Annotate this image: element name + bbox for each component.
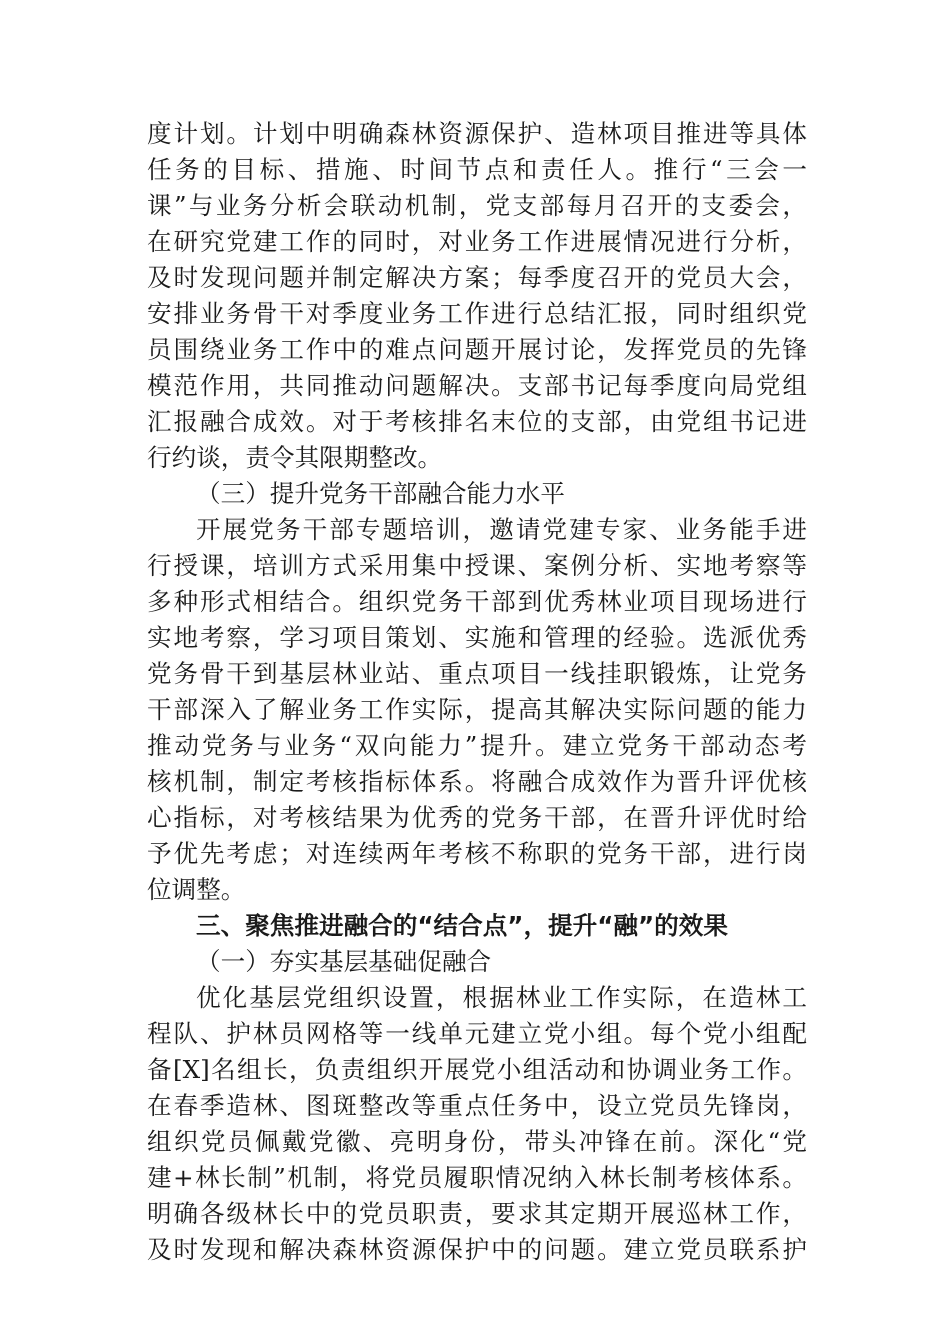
paragraph-line: 明确各级林长中的党员职责，要求其定期开展巡林工作， xyxy=(147,1199,807,1228)
paragraph-line: 备[X]名组长，负责组织开展党小组活动和协调业务工作。 xyxy=(147,1055,807,1084)
paragraph-line: 实地考察，学习项目策划、实施和管理的经验。选派优秀 xyxy=(147,623,807,652)
paragraph-line: 推动党务与业务“双向能力”提升。建立党务干部动态考 xyxy=(147,731,807,760)
subheading-1: （一）夯实基层基础促融合 xyxy=(196,947,492,976)
paragraph-line: 安排业务骨干对季度业务工作进行总结汇报，同时组织党 xyxy=(147,299,807,328)
paragraph-line: 优化基层党组织设置，根据林业工作实际，在造林工 xyxy=(196,983,807,1012)
paragraph-line: 程队、护林员网格等一线单元建立党小组。每个党小组配 xyxy=(147,1019,807,1048)
paragraph-line: 度计划。计划中明确森林资源保护、造林项目推进等具体 xyxy=(147,119,807,148)
paragraph-line: 在研究党建工作的同时，对业务工作进展情况进行分析， xyxy=(147,227,807,256)
paragraph-line: 及时发现问题并制定解决方案；每季度召开的党员大会， xyxy=(147,263,807,292)
paragraph-line: 核机制，制定考核指标体系。将融合成效作为晋升评优核 xyxy=(147,767,807,796)
paragraph-line: 模范作用，共同推动问题解决。支部书记每季度向局党组 xyxy=(147,371,807,400)
paragraph-line: 行授课，培训方式采用集中授课、案例分析、实地考察等 xyxy=(147,551,807,580)
paragraph-line: 多种形式相结合。组织党务干部到优秀林业项目现场进行 xyxy=(147,587,807,616)
paragraph-line: 汇报融合成效。对于考核排名末位的支部，由党组书记进 xyxy=(147,407,807,436)
paragraph-line: 组织党员佩戴党徽、亮明身份，带头冲锋在前。深化“党 xyxy=(147,1127,807,1156)
paragraph-line: 心指标，对考核结果为优秀的党务干部，在晋升评优时给 xyxy=(147,803,807,832)
paragraph-line: 位调整。 xyxy=(147,875,246,904)
paragraph-line: 干部深入了解业务工作实际，提高其解决实际问题的能力 xyxy=(147,695,807,724)
paragraph-line: 课”与业务分析会联动机制，党支部每月召开的支委会， xyxy=(147,191,807,220)
section-3-title: 三、聚焦推进融合的“结合点”，提升“融”的效果 xyxy=(196,911,728,940)
paragraph-line: 员围绕业务工作中的难点问题开展讨论，发挥党员的先锋 xyxy=(147,335,807,364)
paragraph-line: 行约谈，责令其限期整改。 xyxy=(147,443,443,472)
paragraph-line: 及时发现和解决森林资源保护中的问题。建立党员联系护 xyxy=(147,1235,807,1264)
paragraph-line: 任务的目标、措施、时间节点和责任人。推行“三会一 xyxy=(147,155,807,184)
paragraph-line: 党务骨干到基层林业站、重点项目一线挂职锻炼，让党务 xyxy=(147,659,807,688)
paragraph-line: 建+林长制”机制，将党员履职情况纳入林长制考核体系。 xyxy=(147,1163,807,1192)
paragraph-line: 在春季造林、图斑整改等重点任务中，设立党员先锋岗， xyxy=(147,1091,807,1120)
subheading-3: （三）提升党务干部融合能力水平 xyxy=(196,479,565,508)
paragraph-line: 开展党务干部专题培训，邀请党建专家、业务能手进 xyxy=(196,515,807,544)
paragraph-line: 予优先考虑；对连续两年考核不称职的党务干部，进行岗 xyxy=(147,839,807,868)
